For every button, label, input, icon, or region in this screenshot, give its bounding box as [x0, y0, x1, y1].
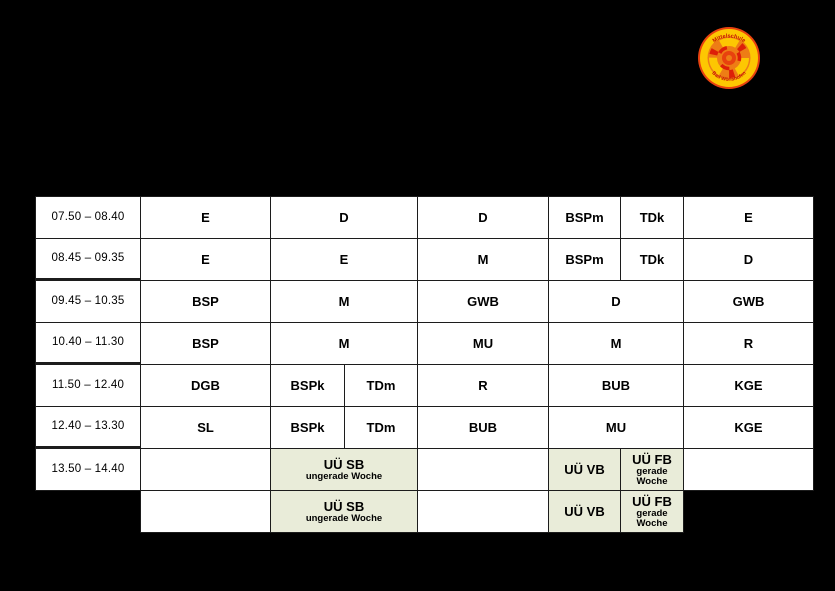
- subject-cell: [620, 196, 684, 239]
- subject-cell: [683, 364, 814, 407]
- subject-cell: [344, 406, 418, 449]
- subject-subtext: Woche: [636, 518, 668, 529]
- subject-label: R: [743, 336, 754, 351]
- empty-cell: [140, 490, 271, 533]
- subject-cell: [548, 196, 621, 239]
- logo-top-text: Mittelschule: [711, 33, 747, 45]
- subject-label: MU: [472, 336, 494, 351]
- subject-cell: [417, 238, 549, 281]
- subject-cell: [344, 364, 418, 407]
- subject-label: UÜ VB: [564, 462, 605, 477]
- subject-label: UÜ FB: [632, 451, 672, 467]
- school-logo: [697, 26, 761, 90]
- subject-label: UÜ FB: [632, 493, 672, 509]
- subject-label: TDm: [366, 420, 396, 435]
- time-label: 08.45 – 09.35: [51, 252, 125, 264]
- subject-label: KGE: [734, 378, 763, 393]
- highlight-cell: [620, 490, 684, 533]
- subject-label: KGE: [734, 420, 763, 435]
- subject-cell: [270, 196, 418, 239]
- time-cell: [35, 322, 141, 365]
- subject-cell: [417, 322, 549, 365]
- time-label: 07.50 – 08.40: [51, 211, 125, 223]
- subject-cell: [548, 322, 684, 365]
- logo-center-dot: [726, 55, 732, 61]
- subject-cell: [140, 322, 271, 365]
- subject-label: M: [610, 336, 622, 351]
- subject-subtext: gerade: [636, 465, 668, 477]
- subject-cell: [417, 364, 549, 407]
- subject-cell: [140, 364, 271, 407]
- empty-cell: [417, 490, 549, 533]
- time-label: 11.50 – 12.40: [51, 379, 125, 391]
- subject-label: M: [477, 252, 489, 267]
- subject-subtext: Woche: [636, 476, 668, 487]
- subject-cell: [270, 238, 418, 281]
- subject-label: TDk: [639, 210, 665, 225]
- subject-label: MU: [605, 420, 627, 435]
- subject-cell: [683, 406, 814, 449]
- subject-label: D: [743, 252, 754, 267]
- subject-cell: [417, 196, 549, 239]
- highlight-cell: [270, 448, 418, 491]
- subject-label: M: [338, 294, 350, 309]
- time-cell: [35, 364, 141, 407]
- time-cell: [35, 448, 141, 491]
- subject-label: BUB: [601, 378, 631, 393]
- subject-cell: [270, 364, 345, 407]
- subject-label: GWB: [467, 294, 499, 309]
- subject-label: E: [201, 210, 210, 225]
- subject-cell: [140, 238, 271, 281]
- subject-label: SL: [197, 420, 214, 435]
- subject-label: TDm: [366, 378, 396, 393]
- subject-label: D: [339, 210, 349, 225]
- highlight-cell: [620, 448, 684, 491]
- subject-cell: [270, 406, 345, 449]
- subject-label: DGB: [191, 378, 220, 393]
- subject-cell: [683, 322, 814, 365]
- subject-cell: [683, 238, 814, 281]
- subject-subtext: ungerade Woche: [305, 470, 383, 482]
- subject-cell: [548, 238, 621, 281]
- highlight-cell: [548, 490, 621, 533]
- subject-label: GWB: [732, 294, 765, 309]
- subject-label: BSPk: [290, 378, 325, 393]
- subject-label: BSPm: [565, 210, 604, 225]
- time-label: 13.50 – 14.40: [51, 463, 125, 475]
- subject-label: R: [478, 378, 488, 393]
- subject-label: BSPk: [290, 420, 325, 435]
- subject-label: E: [744, 210, 753, 225]
- time-label: 09.45 – 10.35: [51, 295, 125, 307]
- subject-label: E: [339, 252, 349, 267]
- logo-bottom-text: Bad Wörishofen: [710, 70, 748, 83]
- time-label: 10.40 – 11.30: [51, 336, 125, 348]
- subject-label: BSPm: [565, 252, 604, 267]
- highlight-cell: [270, 490, 418, 533]
- subject-label: UÜ SB: [323, 498, 365, 514]
- subject-label: M: [338, 336, 350, 351]
- empty-cell: [140, 448, 271, 491]
- subject-label: TDk: [639, 252, 665, 267]
- subject-label: BUB: [468, 420, 498, 435]
- subject-label: E: [201, 252, 210, 267]
- subject-cell: [548, 280, 684, 323]
- time-cell: [35, 406, 141, 449]
- time-label: 12.40 – 13.30: [51, 420, 125, 432]
- subject-cell: [140, 406, 271, 449]
- time-cell: [35, 280, 141, 323]
- highlight-cell: [548, 448, 621, 491]
- subject-label: BSP: [192, 336, 219, 351]
- subject-cell: [140, 280, 271, 323]
- subject-subtext: ungerade Woche: [305, 512, 383, 524]
- subject-label: D: [478, 210, 488, 225]
- subject-cell: [417, 280, 549, 323]
- subject-cell: [270, 322, 418, 365]
- subject-label: BSP: [192, 294, 219, 309]
- subject-cell: [620, 238, 684, 281]
- time-cell: [35, 196, 141, 239]
- time-cell: [35, 238, 141, 281]
- subject-label: D: [611, 294, 621, 309]
- empty-cell: [683, 448, 814, 491]
- empty-cell: [417, 448, 549, 491]
- subject-cell: [270, 280, 418, 323]
- subject-subtext: gerade: [636, 507, 668, 519]
- subject-label: UÜ VB: [564, 504, 605, 519]
- subject-cell: [683, 196, 814, 239]
- subject-cell: [548, 364, 684, 407]
- subject-cell: [548, 406, 684, 449]
- subject-cell: [683, 280, 814, 323]
- subject-cell: [140, 196, 271, 239]
- subject-label: UÜ SB: [323, 456, 365, 472]
- subject-cell: [417, 406, 549, 449]
